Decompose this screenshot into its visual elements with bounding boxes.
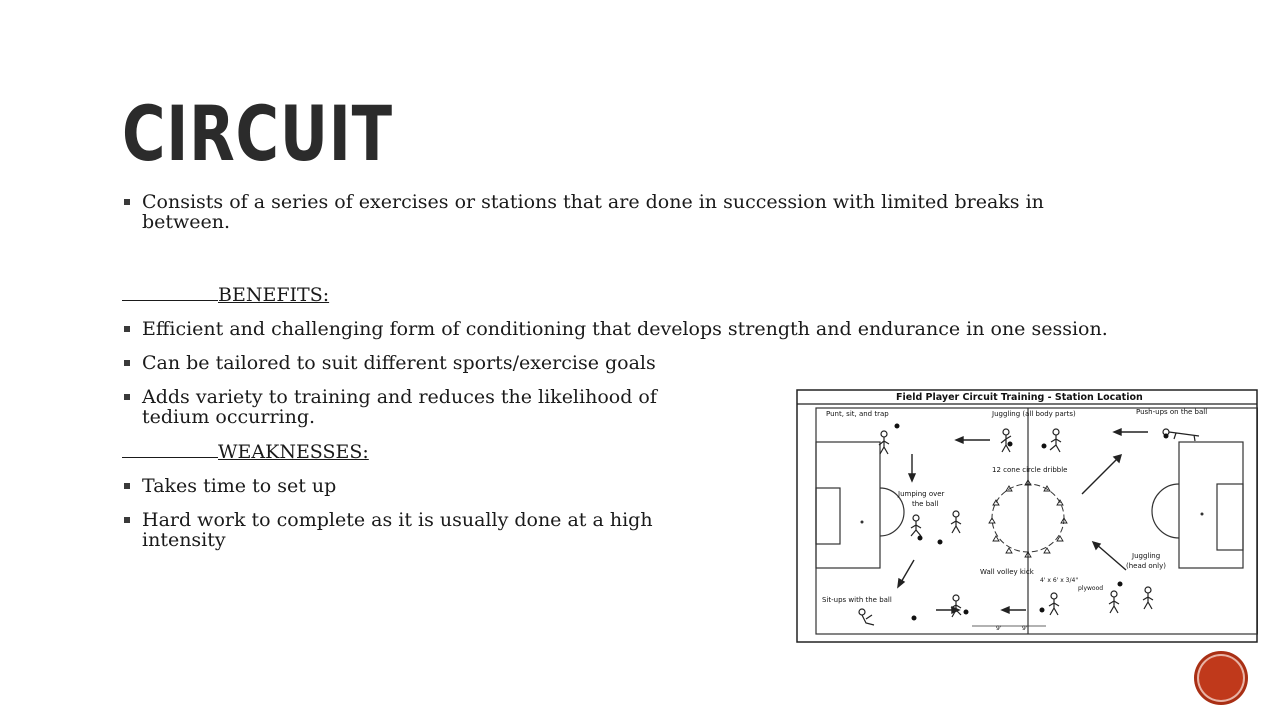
label-wall-volley: Wall volley kick [980, 568, 1034, 576]
bullet-marker [124, 394, 130, 400]
label-plywood-1: 4' x 6' x 3/4" [1040, 577, 1079, 584]
ball [1042, 444, 1047, 449]
label-situps: Sit-ups with the ball [822, 596, 892, 604]
benefit-item [122, 353, 702, 373]
ball [918, 536, 923, 541]
ball [912, 616, 917, 621]
label-juggling-all: Juggling (all body parts) [992, 410, 1076, 418]
ball [1008, 442, 1013, 447]
benefit-text: Can be tailored to suit different sports/exercise goals [142, 352, 656, 374]
label-distance-1: 9' [996, 625, 1002, 632]
benefit-item [122, 387, 722, 427]
label-distance-2: 9' [1022, 625, 1028, 632]
weaknesses-heading-text: WEAKNESSES: [218, 441, 369, 463]
ball [1118, 582, 1123, 587]
benefits-heading-text: BENEFITS: [218, 284, 330, 306]
label-juggling-head-1: Juggling [1132, 552, 1161, 560]
weakness-text: Takes time to set up [142, 475, 337, 497]
circuit-diagram [796, 388, 1258, 644]
benefit-text: Adds variety to training and reduces the likelihood of tedium occurring. [142, 386, 657, 428]
benefit-item [122, 319, 1122, 339]
ball [895, 424, 900, 429]
left-penalty-spot [861, 521, 864, 524]
circuit-diagram-svg [796, 388, 1258, 644]
label-punt: Punt, sit, and trap [826, 410, 889, 418]
label-jumping-2: the ball [912, 500, 939, 508]
ball [964, 610, 969, 615]
bullet-marker [124, 517, 130, 523]
bullet-marker [124, 483, 130, 489]
label-cone-dribble: 12 cone circle dribble [992, 466, 1068, 474]
diagram-title: Field Player Circuit Training - Station Location [896, 392, 1143, 403]
bullet-marker [124, 326, 130, 332]
ball [1164, 434, 1169, 439]
ball [938, 540, 943, 545]
bullet-definition [122, 192, 1122, 232]
ball [1040, 608, 1045, 613]
logo-badge [1197, 654, 1245, 702]
label-jumping-1: Jumping over [898, 490, 945, 498]
slide-title: CIRCUIT [122, 89, 393, 178]
label-juggling-head-2: (head only) [1126, 562, 1166, 570]
label-pushups: Push-ups on the ball [1136, 408, 1208, 416]
weakness-item [122, 510, 702, 550]
bullet-marker [124, 360, 130, 366]
label-plywood-2: plywood [1078, 585, 1104, 592]
diagram-frame [797, 390, 1257, 642]
bullet-marker [124, 199, 130, 205]
weakness-text: Hard work to complete as it is usually done at a high intensity [142, 509, 653, 551]
benefits-heading [218, 284, 1122, 305]
right-penalty-spot [1201, 513, 1204, 516]
benefit-text: Efficient and challenging form of conditioning that develops strength and endurance in one session. [142, 318, 1108, 340]
bullet-text: Consists of a series of exercises or stations that are done in succession with limited breaks in between. [142, 191, 1044, 233]
